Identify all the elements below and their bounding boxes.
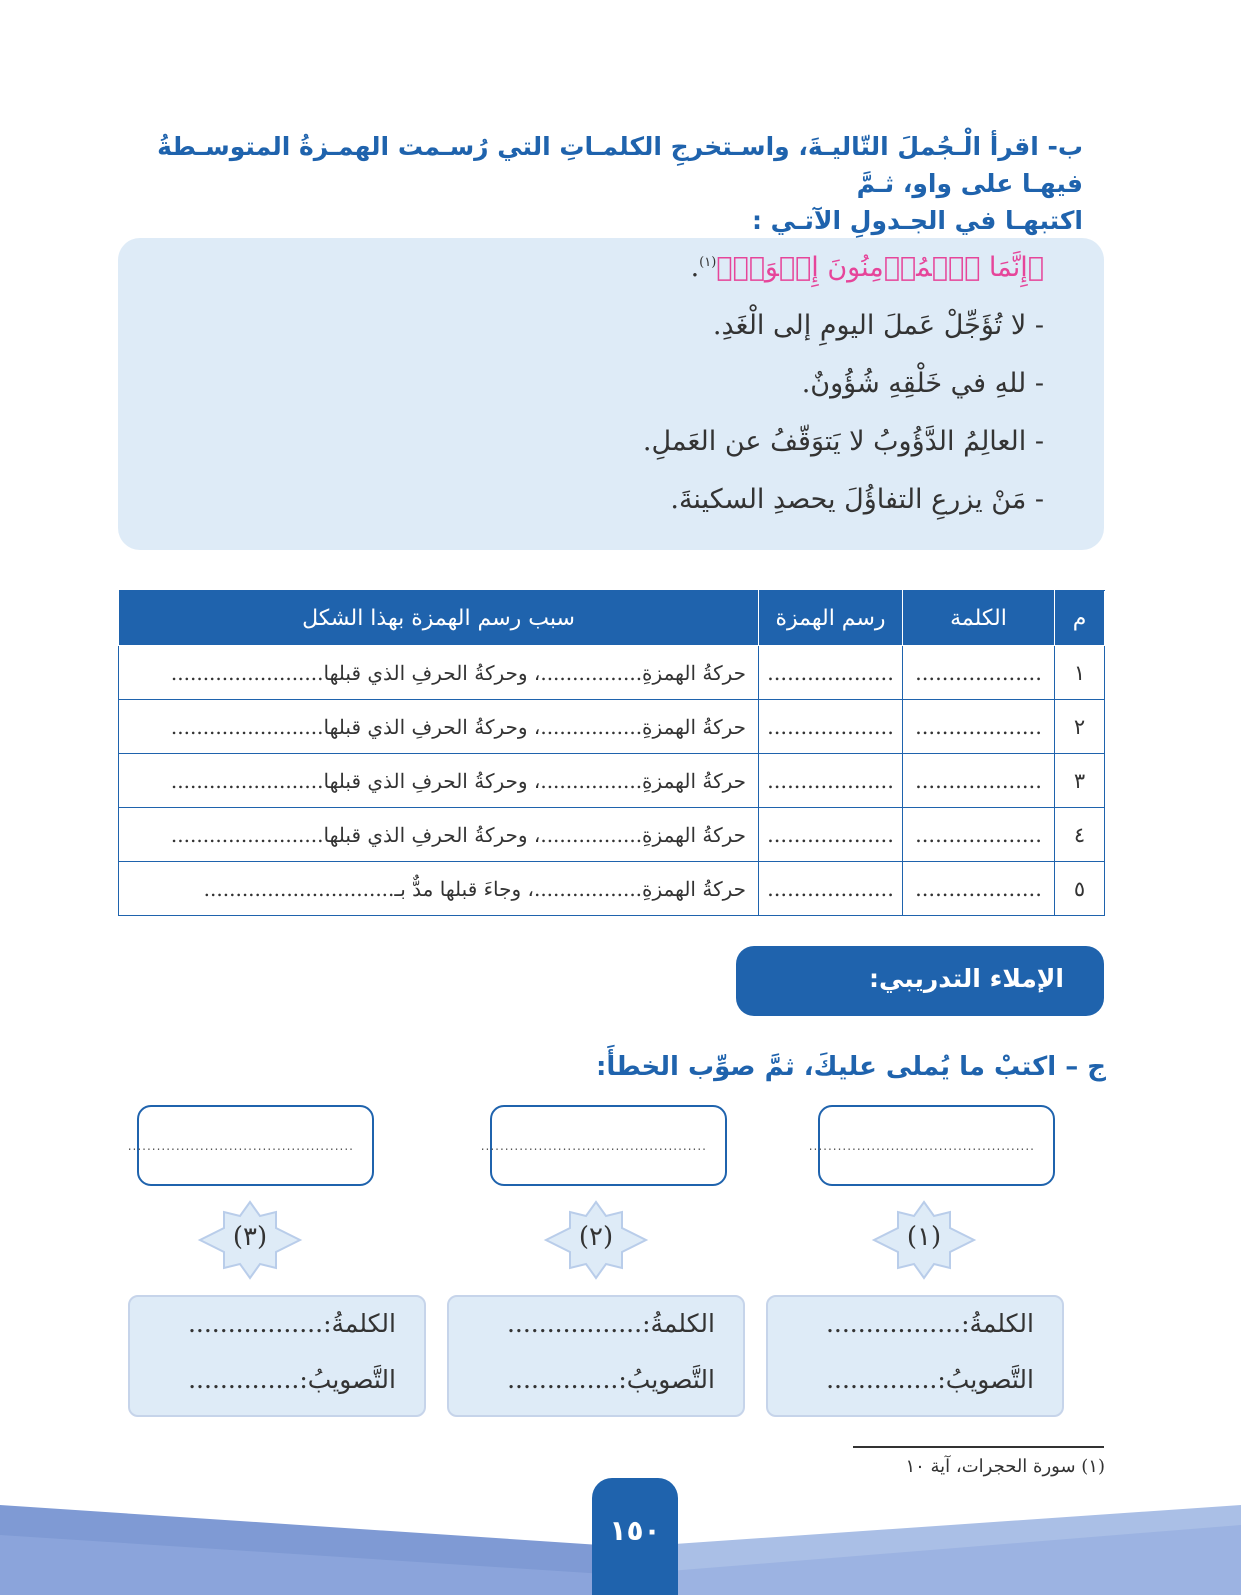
write-box-2[interactable] (480, 1105, 727, 1186)
write-box-blank[interactable]: ............................................... (480, 1139, 707, 1153)
row-num: ٥ (1055, 862, 1105, 916)
word-blank[interactable]: ................... (903, 808, 1055, 862)
footnote-divider (853, 1446, 1104, 1448)
reason-blank[interactable]: حركةُ الهمزةِ.................، وجاءَ قبلها مدٌّ بـ.............................. (119, 862, 759, 916)
correction-box-1 (766, 1295, 1064, 1417)
footnote-ref: (١) (699, 255, 717, 270)
table-row (119, 700, 1105, 754)
quran-verse: ﴿إِنَّمَا ٱلۡمُؤۡمِنُونَ إِخۡوَةٞ﴾ (716, 252, 1044, 283)
sentences-box (118, 238, 1104, 550)
shape-blank[interactable]: ................... (759, 862, 903, 916)
word-blank[interactable]: ................... (903, 862, 1055, 916)
header-shape: رسم الهمزة (759, 591, 903, 646)
reason-blank[interactable]: حركةُ الهمزةِ................، وحركةُ الحرفِ الذي قبلها........................ (119, 754, 759, 808)
number-label: (٣) (232, 1222, 268, 1252)
instruction-b-line2: اكتبهـا في الجـدولِ الآتـي : (751, 206, 1083, 235)
page-number-tab (592, 1478, 678, 1595)
footnote: (١) سورة الحجرات، آية ١٠ (905, 1456, 1105, 1477)
word-field[interactable]: الكلمةُ:................. (187, 1309, 396, 1338)
number-label: (٢) (578, 1222, 614, 1252)
header-num: م (1055, 591, 1105, 646)
correction-field[interactable]: التَّصويبُ:.............. (507, 1365, 715, 1394)
word-blank[interactable]: ................... (903, 646, 1055, 700)
word-field[interactable]: الكلمةُ:................. (506, 1309, 715, 1338)
instruction-c: ج – اكتبْ ما يُملى عليكَ، ثمَّ صوِّب الخطأَ: (596, 1052, 1106, 1082)
reason-blank[interactable]: حركةُ الهمزةِ................، وحركةُ الحرفِ الذي قبلها........................ (119, 646, 759, 700)
write-box-3[interactable] (127, 1105, 374, 1186)
quran-verse-line (691, 252, 1044, 283)
table-row (119, 646, 1105, 700)
word-field[interactable]: الكلمةُ:................. (825, 1309, 1034, 1338)
shape-blank[interactable]: ................... (759, 808, 903, 862)
row-num: ٢ (1055, 700, 1105, 754)
word-blank[interactable]: ................... (903, 754, 1055, 808)
reason-blank[interactable]: حركةُ الهمزةِ................، وحركةُ الحرفِ الذي قبلها........................ (119, 700, 759, 754)
correction-field[interactable]: التَّصويبُ:.............. (826, 1365, 1034, 1394)
reason-blank[interactable]: حركةُ الهمزةِ................، وحركةُ الحرفِ الذي قبلها........................ (119, 808, 759, 862)
sentence-1: - لا تُؤَجِّلْ عَملَ اليومِ إلى الْغَدِ. (712, 310, 1044, 341)
instruction-b (133, 128, 1083, 239)
shape-blank[interactable]: ................... (759, 754, 903, 808)
sentence-3: - العالِمُ الدَّؤُوبُ لا يَتوَقّفُ عن العَملِ. (642, 426, 1044, 457)
number-badge-3 (196, 1200, 304, 1280)
table-row (119, 862, 1105, 916)
write-box-1[interactable] (808, 1105, 1055, 1186)
word-blank[interactable]: ................... (903, 700, 1055, 754)
number-badge-2 (542, 1200, 650, 1280)
write-box-blank[interactable]: ............................................... (127, 1139, 354, 1153)
row-num: ٤ (1055, 808, 1105, 862)
table-row (119, 754, 1105, 808)
instruction-b-line1: ب- اقرأ الْـجُملَ التّاليـةَ، واسـتخرجِ الكلمـاتِ التي رُسـمت الهمـزةُ المتوسـطةُ فيهـا على واو، ثـمَّ (157, 132, 1083, 198)
correction-box-2 (447, 1295, 745, 1417)
header-reason: سبب رسم الهمزة بهذا الشكل (119, 591, 759, 646)
table-header-row (119, 591, 1105, 646)
header-word: الكلمة (903, 591, 1055, 646)
row-num: ١ (1055, 646, 1105, 700)
section-title: الإملاء التدريبي: (868, 964, 1064, 993)
page-number: ١٥٠ (609, 1514, 661, 1547)
number-badge-1 (870, 1200, 978, 1280)
correction-field[interactable]: التَّصويبُ:.............. (188, 1365, 396, 1394)
shape-blank[interactable]: ................... (759, 646, 903, 700)
quran-verse-end: . (690, 252, 700, 283)
sentence-2: - للهِ في خَلْقِهِ شُؤُونٌ. (801, 368, 1044, 399)
section-title-pill (736, 946, 1104, 1016)
table-row (119, 808, 1105, 862)
number-label: (١) (906, 1222, 942, 1252)
hamza-table (118, 590, 1105, 916)
write-box-blank[interactable]: ............................................... (808, 1139, 1035, 1153)
shape-blank[interactable]: ................... (759, 700, 903, 754)
row-num: ٣ (1055, 754, 1105, 808)
sentence-4: - مَنْ يزرعِ التفاؤُلَ يحصدِ السكينةَ. (670, 484, 1044, 515)
correction-box-3 (128, 1295, 426, 1417)
